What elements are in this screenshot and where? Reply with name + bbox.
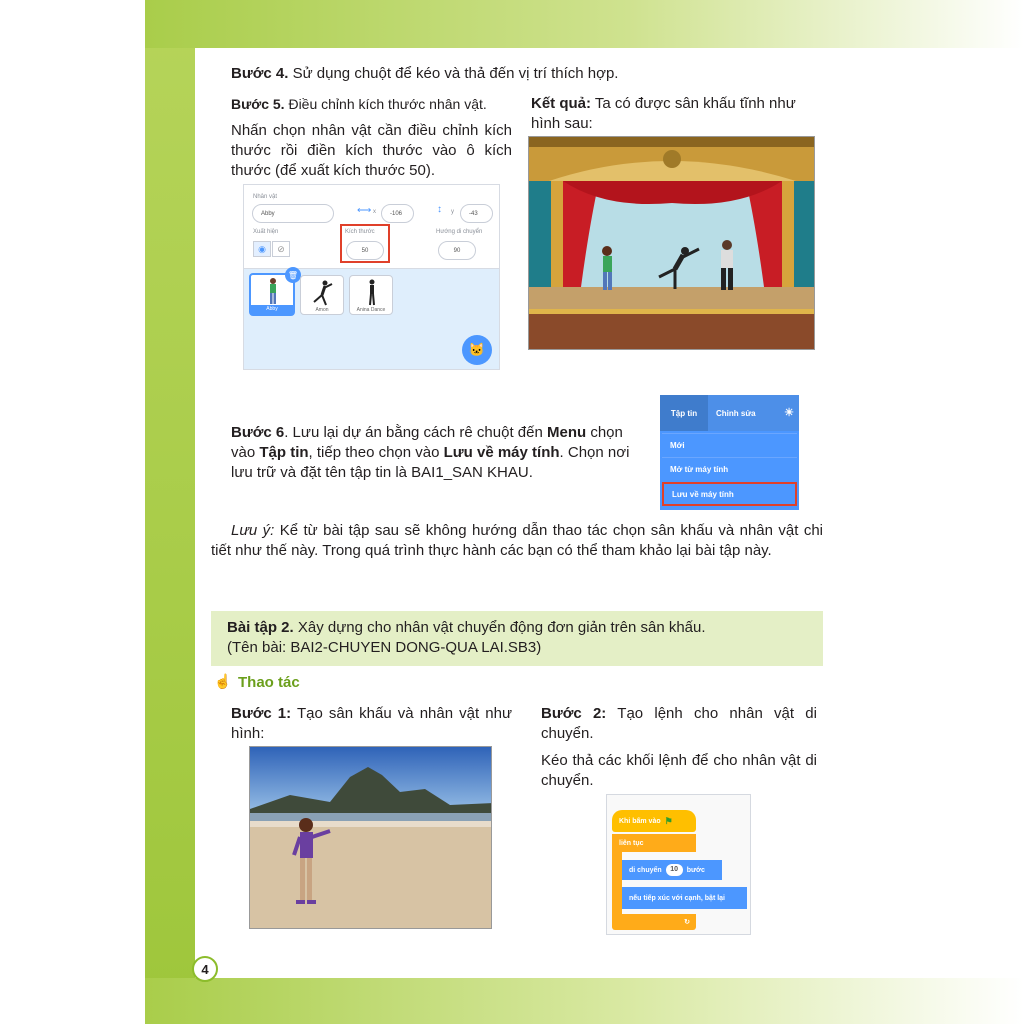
- menu-item-new[interactable]: Mới: [662, 433, 797, 457]
- ex2-step2-text: [541, 704, 817, 744]
- when-clicked-text: Khi bấm vào: [619, 817, 661, 825]
- menu-item-save[interactable]: Lưu về máy tính: [662, 482, 797, 506]
- move-steps-input[interactable]: 10: [666, 864, 683, 876]
- add-sprite-cat-icon[interactable]: 🐱: [462, 335, 492, 365]
- step6-save-word: Lưu về máy tính: [443, 444, 560, 461]
- ex2-step2-instructions: Kéo thả các khối lệnh để cho nhân vật di chuyển.: [541, 752, 817, 789]
- page-side-band: [145, 0, 195, 1024]
- step6-t1: . Lưu lại dự án bằng cách rê chuột đến: [284, 424, 547, 441]
- menu-item-open[interactable]: Mở từ máy tính: [662, 457, 797, 481]
- step6-file-word: Tập tin: [259, 444, 309, 461]
- show-eye-icon[interactable]: ◉: [253, 241, 271, 257]
- hand-pointer-icon: ☝: [214, 673, 232, 689]
- step6-t4: . Chọn nơi lưu trữ và đặt tên tập tin là BAI1_SAN KHAU.: [231, 444, 630, 481]
- green-flag-icon: ⚑: [664, 815, 673, 826]
- step6-t3: , tiếp theo chọn vào: [308, 444, 444, 461]
- theater-stage-drawing: [529, 137, 815, 350]
- sprite-info-panel: [243, 184, 500, 370]
- result-label: Kết quả:: [531, 95, 591, 112]
- lightbulb-icon[interactable]: ☀: [784, 407, 794, 419]
- step4-text: Sử dụng chuột để kéo và thả đến vị trí thích hợp.: [292, 65, 619, 82]
- sprite-thumb-abby[interactable]: [249, 270, 299, 316]
- step6-t2: chọn vào: [231, 424, 623, 461]
- anina-thumb-figure: [351, 278, 393, 308]
- sprite-thumb-anina[interactable]: [349, 275, 393, 315]
- y-input[interactable]: -43: [460, 204, 493, 223]
- note-text: Kể từ bài tập sau sẽ không hướng dẫn thao tác chọn sân khấu và nhân vật chi tiết như thế này. Trong quá trình thực hành các bạn có thể tham khảo lại bài tập này.: [211, 522, 824, 559]
- step4-label: Bước 4.: [231, 65, 289, 82]
- note-label: Lưu ý:: [231, 522, 275, 539]
- hide-eye-icon[interactable]: ⊘: [272, 241, 290, 257]
- theater-stage-image: [528, 136, 815, 350]
- step5-label: Bước 5.: [231, 96, 285, 112]
- ex2-step1-text: [231, 704, 512, 744]
- move-suffix: bước: [686, 866, 705, 874]
- menu-tab-edit[interactable]: Chỉnh sửa: [716, 408, 756, 418]
- move-steps-block[interactable]: [622, 860, 722, 880]
- step5-line: [231, 94, 521, 114]
- exercise-2-label: Bài tập 2.: [227, 619, 294, 636]
- ex2-step1-label: Bước 1:: [231, 705, 292, 722]
- menu-tab-file[interactable]: Tập tin: [660, 395, 708, 431]
- sprite-thumb-amon[interactable]: [300, 275, 344, 315]
- page-bottom-band: [145, 978, 1024, 1024]
- loop-arrow-icon: ↻: [684, 919, 690, 926]
- x-label: x: [373, 209, 376, 215]
- thumb-name: Anina Dance: [356, 307, 386, 313]
- sprite-label: Nhân vật: [253, 194, 278, 200]
- beach-stage-drawing: [250, 747, 492, 929]
- menu-bar: [660, 395, 799, 431]
- move-prefix: di chuyển: [629, 866, 662, 874]
- step6-menu-word: Menu: [546, 424, 587, 441]
- page-top-band: [145, 0, 1024, 48]
- scratch-code-area: [606, 794, 751, 935]
- ex2-step2-label: Bước 2:: [541, 705, 607, 722]
- thumb-name: Amon: [315, 307, 329, 313]
- step5-body: Nhấn chọn nhân vật cần điều chỉnh kích thước rồi điền kích thước vào ô kích thước (để xuất kích thước 50).: [231, 122, 512, 179]
- result-body: Ta có được sân khấu tĩnh như hình sau:: [531, 95, 796, 132]
- exercise-2-text: Xây dựng cho nhân vật chuyển động đơn giản trên sân khấu.: [293, 619, 706, 636]
- direction-label: Hướng di chuyển: [436, 229, 483, 235]
- y-arrows-icon: ↕: [437, 204, 442, 215]
- step5-text: Điều chỉnh kích thước nhân vật.: [288, 96, 487, 112]
- file-menu-screenshot: [660, 395, 799, 510]
- page-number: 4: [192, 956, 218, 982]
- result-text: [531, 94, 826, 134]
- forever-block-arm: [612, 852, 622, 914]
- ex2-step1-body: Tạo sân khấu và nhân vật như hình:: [231, 705, 512, 742]
- size-input[interactable]: 50: [346, 241, 384, 260]
- thumb-name: Abby: [251, 305, 293, 314]
- when-flag-clicked-block[interactable]: [612, 810, 696, 832]
- bounce-on-edge-block[interactable]: nếu tiếp xúc với cạnh, bật lại: [622, 887, 747, 909]
- sprite-name-input[interactable]: Abby: [252, 204, 334, 223]
- exercise-2-filename: (Tên bài: BAI2-CHUYEN DONG-QUA LAI.SB3): [227, 639, 542, 656]
- forever-block[interactable]: liên tục: [612, 834, 696, 852]
- beach-stage-image: [249, 746, 492, 929]
- step6-label: Bước 6: [231, 424, 285, 441]
- y-label: y: [451, 209, 454, 215]
- x-input[interactable]: -106: [381, 204, 414, 223]
- direction-input[interactable]: 90: [438, 241, 476, 260]
- ex2-step2-body: Tạo lệnh cho nhân vật di chuyển.: [541, 705, 817, 742]
- section-title: Thao tác: [238, 674, 300, 691]
- show-label: Xuất hiện: [253, 229, 279, 235]
- amon-thumb-figure: [302, 278, 344, 308]
- x-arrows-icon: ⟷: [357, 205, 372, 216]
- forever-block-bottom: [612, 914, 696, 930]
- size-label: Kích thước: [345, 229, 375, 235]
- step4-line: [231, 64, 831, 84]
- note-paragraph: [211, 521, 823, 561]
- delete-trash-icon[interactable]: 🗑: [285, 267, 301, 283]
- step6-text: [231, 423, 641, 483]
- exercise-2-title: [227, 618, 817, 638]
